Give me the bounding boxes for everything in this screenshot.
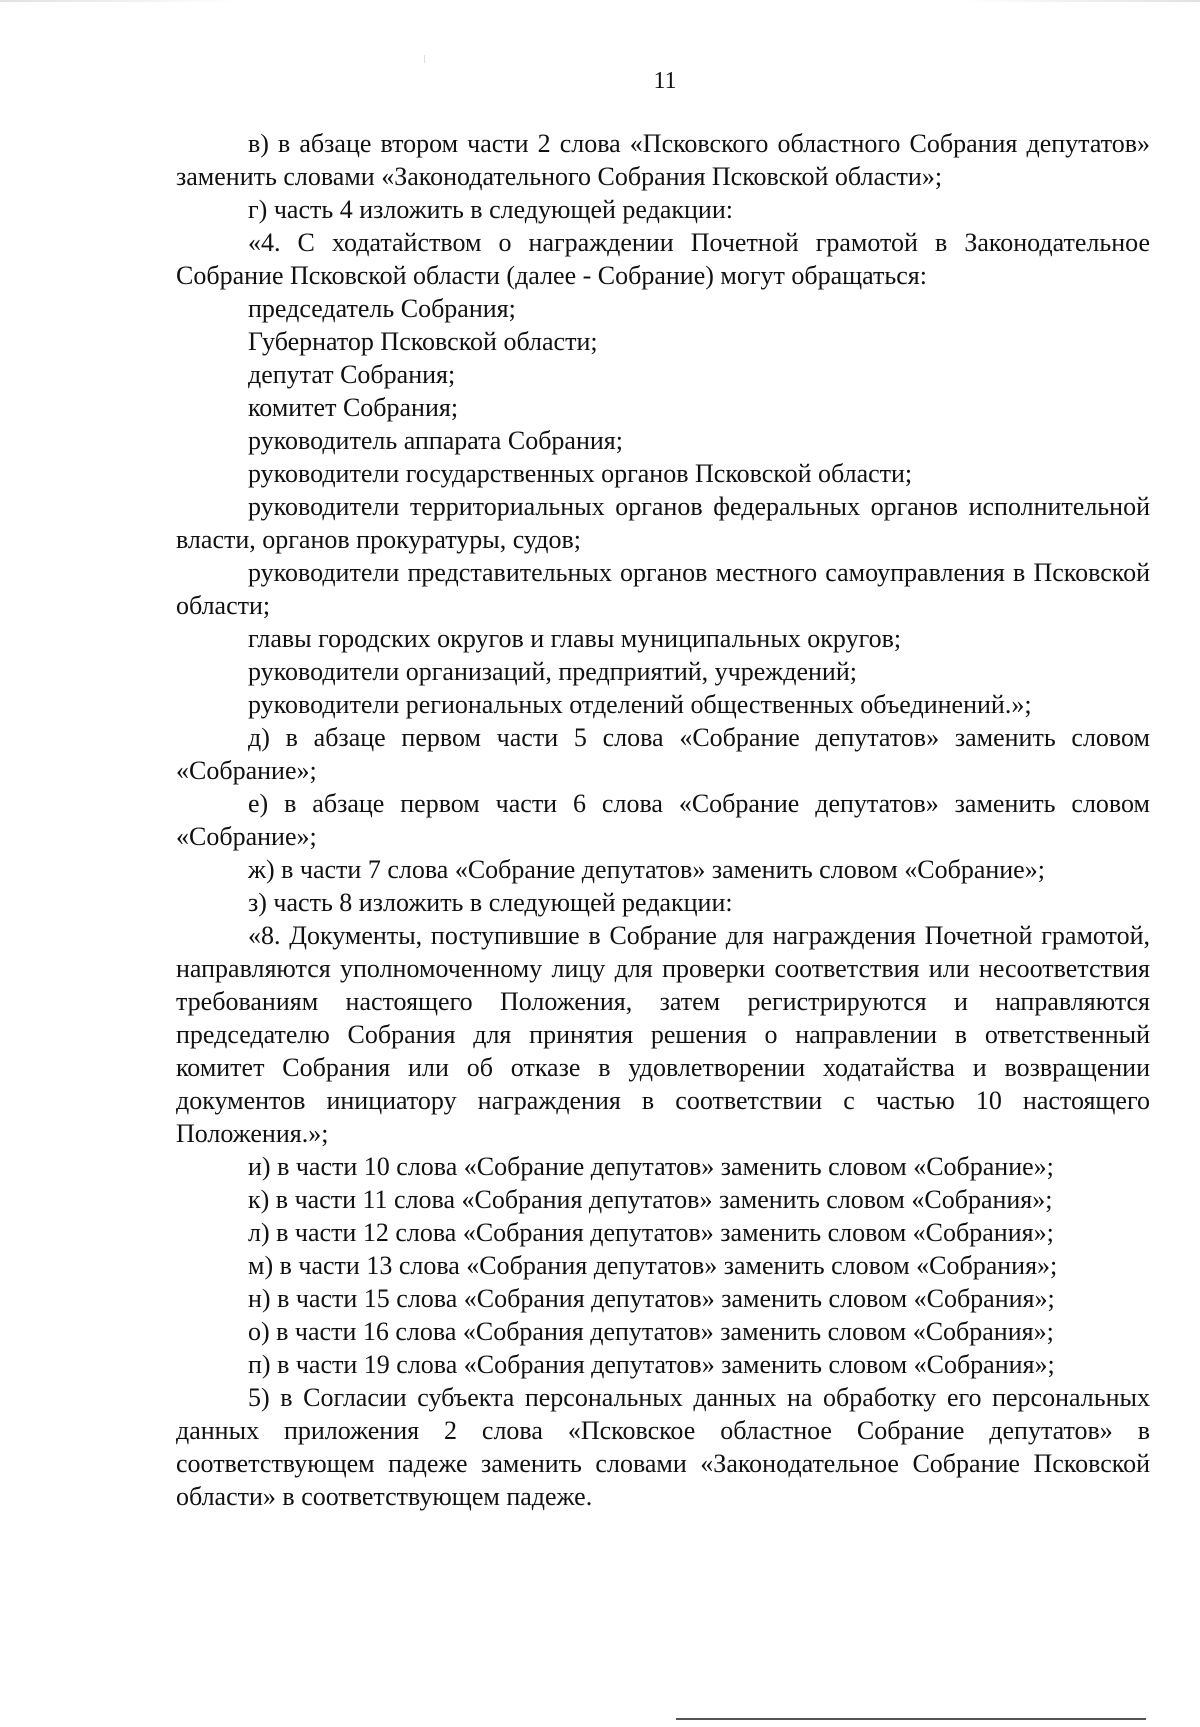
list-item: председатель Собрания; (248, 294, 516, 323)
paragraph: м) в части 13 слова «Собрания депутатов» заменить словом «Собрания»; (248, 1251, 1058, 1280)
document-body (176, 127, 1150, 1513)
bottom-rule (676, 1718, 1146, 1720)
paragraph: о) в части 16 слова «Собрания депутатов» заменить словом «Собрания»; (248, 1317, 1054, 1346)
paragraph: 5) в Согласии субъекта персональных данных на обработку его персональных данных приложения 2 слова «Псковское областное Собрание депутатов» в соответствующем падеже заменить словами «Законодательное Собрание Псковской области» в соответствующем падеже. (176, 1383, 1150, 1511)
list-item: руководители территориальных органов федеральных органов исполнительной власти, органов прокуратуры, судов; (176, 492, 1150, 554)
list-item: главы городских округов и главы муниципальных округов; (248, 624, 902, 653)
paragraph: н) в части 15 слова «Собрания депутатов» заменить словом «Собрания»; (248, 1284, 1055, 1313)
paragraph: и) в части 10 слова «Собрание депутатов» заменить словом «Собрание»; (248, 1152, 1054, 1181)
paragraph: в) в абзаце втором части 2 слова «Псковского областного Собрания депутатов» заменить словами «Законодательного Собрания Псковской области»; (176, 129, 1150, 191)
paragraph: «8. Документы, поступившие в Собрание для награждения Почетной грамотой, направляются уполномоченному лицу для проверки соответствия или несоответствия требованиям настоящего Положения, затем регистрируются и направляются председателю Собрания для принятия решения о направлении в ответственный комитет Собрания или об отказе в удовлетворении ходатайства и возвращении документов инициатору награждения в соответствии с частью 10 настоящего Положения.»; (176, 921, 1150, 1148)
paragraph: ж) в части 7 слова «Собрание депутатов» заменить словом «Собрание»; (248, 855, 1045, 884)
scan-tick-mark (424, 55, 425, 63)
page-number: 11 (653, 68, 677, 94)
list-item: руководители региональных отделений общественных объединений.»; (248, 690, 1032, 719)
list-item: депутат Собрания; (248, 360, 456, 389)
paragraph: е) в абзаце первом части 6 слова «Собрание депутатов» заменить словом «Собрание»; (176, 789, 1150, 851)
scan-edge-mark (0, 0, 1200, 2)
paragraph: г) часть 4 изложить в следующей редакции: (248, 195, 733, 224)
list-item: комитет Собрания; (248, 393, 459, 422)
list-item: руководитель аппарата Собрания; (248, 426, 623, 455)
paragraph: з) часть 8 изложить в следующей редакции: (248, 888, 733, 917)
list-item: руководители государственных органов Псковской области; (248, 459, 913, 488)
paragraph: «4. С ходатайством о награждении Почетной грамотой в Законодательное Собрание Псковской области (далее - Собрание) могут обращаться: (176, 228, 1150, 290)
paragraph: л) в части 12 слова «Собрания депутатов» заменить словом «Собрания»; (248, 1218, 1054, 1247)
paragraph: п) в части 19 слова «Собрания депутатов» заменить словом «Собрания»; (248, 1350, 1055, 1379)
paragraph: к) в части 11 слова «Собрания депутатов» заменить словом «Собрания»; (248, 1185, 1053, 1214)
list-item: руководители организаций, предприятий, учреждений; (248, 657, 857, 686)
paragraph: д) в абзаце первом части 5 слова «Собрание депутатов» заменить словом «Собрание»; (176, 723, 1150, 785)
list-item: руководители представительных органов местного самоуправления в Псковской области; (176, 558, 1150, 620)
list-item: Губернатор Псковской области; (248, 327, 598, 356)
